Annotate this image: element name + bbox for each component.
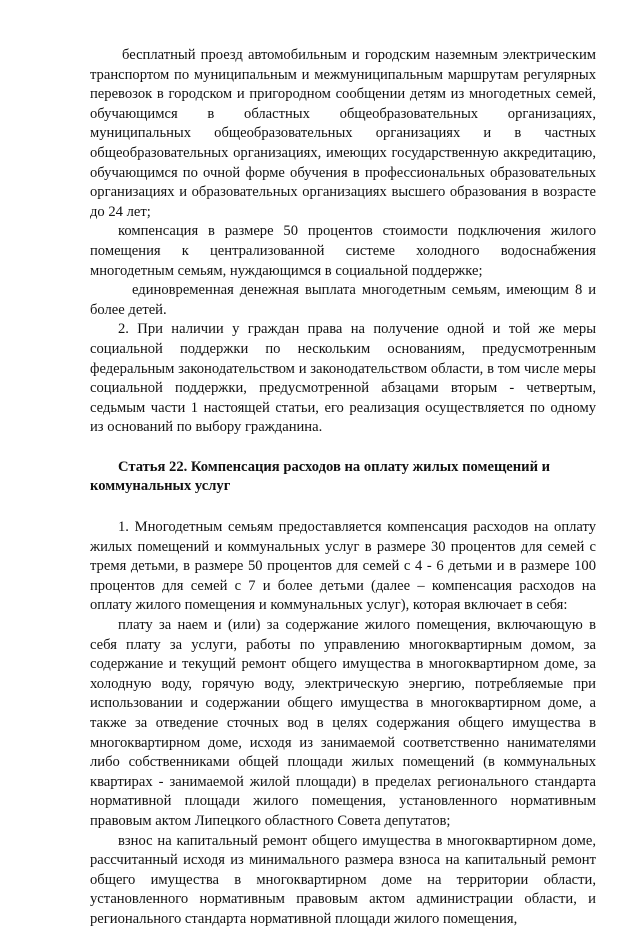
- paragraph-part-2: 2. При наличии у граждан права на получение одной и той же меры социальной поддержки по нескольким основаниям, предусмотренным федеральным законодательством и законодательством области, в том числе меры социальной поддержки, предусмотренной абзацами вторым - четвертым, седьмым части 1 настоящей статьи, его реализация осуществляется по одному из оснований по выбору гражданина.: [90, 321, 596, 436]
- paragraph-water-compensation: компенсация в размере 50 процентов стоимости подключения жилого помещения к централизованной системе холодного водоснабжения многодетным семьям, нуждающимся в социальной поддержке;: [90, 223, 596, 279]
- article-heading-line-2: коммунальных услуг: [90, 478, 231, 495]
- paragraph-compensation-rates: 1. Многодетным семьям предоставляется компенсация расходов на оплату жилых помещений и коммунальных услуг в размере 30 процентов для семей с тремя детьми, в размере 50 процентов для семей с 4 - 6 детьми и в размере 100 процентов для семей с 7 и более детьми (далее – компенсация расходов на оплату жилого помещения и коммунальных услуг), которая включает в себя:: [90, 519, 596, 614]
- paragraph-free-travel: бесплатный проезд автомобильным и городским наземным электрическим транспортом по муниципальным и межмуниципальным маршрутам регулярных перевозок в городском и пригородном сообщении детям из многодетных семей, обучающимся в областных общеобразовательных организациях, муниципальных общеобразовательных организациях и в частных общеобразовательных организациях, имеющих государственную аккредитацию, обучающимся по очной форме обучения в профессиональных образовательных организациях и образовательных организациях высшего образования в возрасте до 24 лет;: [90, 47, 596, 220]
- paragraph-rent-payment: плату за наем и (или) за содержание жилого помещения, включающую в себя плату за услуги, работы по управлению многоквартирным домом, за содержание и текущий ремонт общего имущества в многоквартирном доме, за холодную воду, горячую воду, электрическую энергию, потребляемые при использовании и содержании общего имущества в многоквартирном доме, а также за отведение сточных вод в целях содержания общего имущества в многоквартирном доме, исходя из занимаемой соответственно нанимателями либо собственниками общей площади жилых помещений (в коммунальных квартирах - занимаемой жилой площади) в пределах регионального стандарта нормативной площади жилого помещения, установленного нормативным правовым актом Липецкого областного Совета депутатов;: [90, 617, 596, 829]
- article-heading-line-1: Статья 22. Компенсация расходов на оплату жилых помещений и: [118, 458, 551, 475]
- document-page: [90, 46, 596, 930]
- article-22-heading: [90, 458, 596, 497]
- paragraph-capital-repair: взнос на капитальный ремонт общего имущества в многоквартирном доме, рассчитанный исходя из минимального размера взноса на капитальный ремонт общего имущества в многоквартирном доме на территории области, установленного нормативным правовым актом администрации области, и регионального стандарта нормативной площади жилого помещения,: [90, 832, 596, 927]
- paragraph-lump-sum-payment: единовременная денежная выплата многодетным семьям, имеющим 8 и более детей.: [90, 282, 596, 318]
